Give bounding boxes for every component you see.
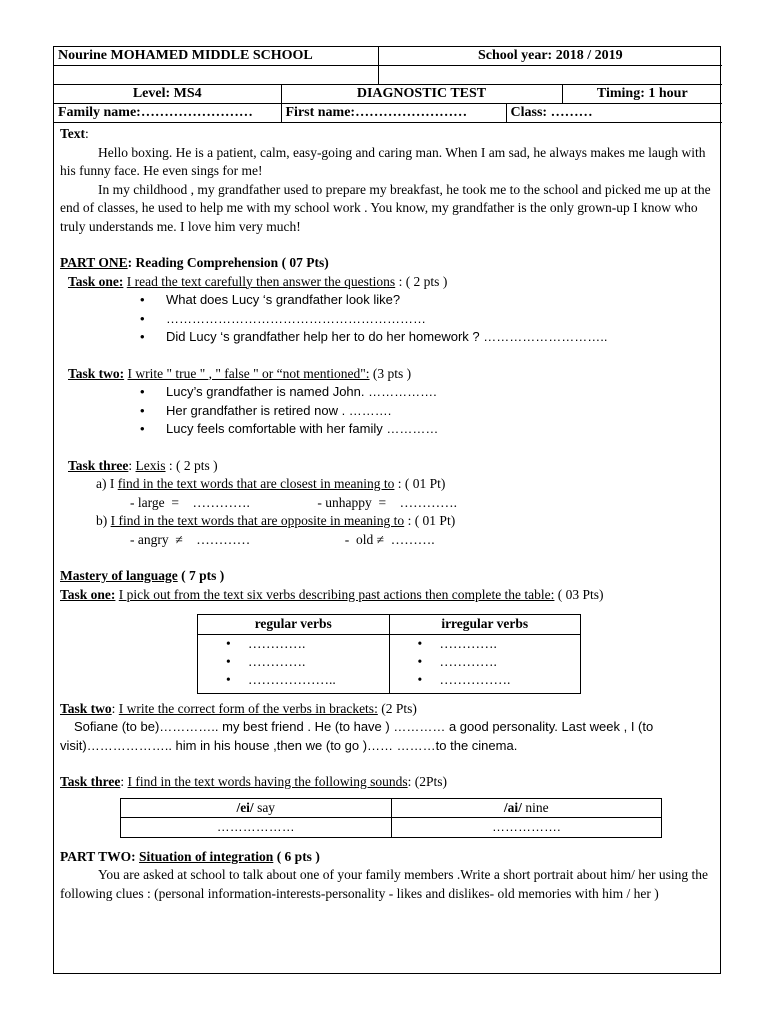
statement-1[interactable]: • Lucy’s grandfather is named John. ……………. (140, 383, 715, 402)
family-name-field[interactable]: Family name:…………………… (54, 104, 281, 123)
statement-2[interactable]: • Her grandfather is retired now . ………. (140, 402, 715, 421)
sound-ei-header: /ei/ say (121, 798, 392, 818)
regular-verbs-cell[interactable] (198, 634, 390, 693)
task-two-statements (60, 383, 715, 439)
verbs-table (197, 614, 581, 694)
lexis-b-instruction: b) I find in the text words that are opposite in meaning to : ( 01 Pt) (96, 513, 456, 528)
question-1-answer[interactable]: • …………………………………………………… (140, 310, 715, 329)
level: Level: MS4 (54, 85, 281, 104)
mastery-task-one-heading: Task one: I pick out from the text six verbs describing past actions then complete the table: ( 03 Pts) (60, 586, 604, 602)
regular-verb-slot[interactable]: • ……………….. (226, 671, 389, 689)
lexis-a-instruction: a) I find in the text words that are closest in meaning to : ( 01 Pt) (96, 476, 446, 491)
class-field[interactable]: Class: ……… (506, 104, 722, 123)
verb-forms-exercise[interactable]: Sofiane (to be)………….. my best friend . He (to have ) ………… a good personality. Last week , I (to visit)……………….. him in his house ,then we (to go )…… ………to the cinema. (60, 719, 654, 753)
irregular-verb-slot[interactable]: • …………. (418, 653, 581, 671)
task-one-questions (60, 291, 715, 347)
exam-content (54, 123, 720, 903)
irregular-verbs-header: irregular verbs (389, 615, 581, 635)
irregular-verb-slot[interactable]: • …………. (418, 635, 581, 653)
sound-ai-answer[interactable]: ……………. (391, 818, 662, 838)
sounds-table (120, 798, 662, 838)
mastery-title: Mastery of language ( 7 pts ) (60, 568, 225, 583)
statement-3[interactable]: • Lucy feels comfortable with her family ………… (140, 420, 715, 439)
lexis-b-items[interactable]: - angry ≠ ………… - old ≠ ………. (130, 531, 435, 547)
irregular-verbs-cell[interactable] (389, 634, 581, 693)
task-three-heading: Task three: Lexis : ( 2 pts ) (68, 457, 218, 473)
exam-sheet (53, 46, 721, 974)
task-one-heading: Task one: I read the text carefully then answer the questions : ( 2 pts ) (68, 273, 448, 289)
timing: Timing: 1 hour (562, 85, 722, 104)
part-two-title: PART TWO: Situation of integration ( 6 pts ) (60, 848, 320, 864)
irregular-verb-slot[interactable]: • ……………. (418, 671, 581, 689)
regular-verbs-header: regular verbs (198, 615, 390, 635)
test-title: DIAGNOSTIC TEST (281, 85, 562, 104)
sound-ai-header: /ai/ nine (391, 798, 662, 818)
mastery-task-three-heading: Task three: I find in the text words having the following sounds: (2Pts) (60, 774, 448, 789)
school-name: Nourine MOHAMED MIDDLE SCHOOL (54, 47, 378, 66)
mastery-task-two-heading: Task two: I write the correct form of the verbs in brackets: (2 Pts) (60, 700, 417, 716)
lexis-a-items[interactable]: - large = …………. - unhappy = …………. (130, 494, 457, 510)
text-paragraph-2: In my childhood , my grandfather used to prepare my breakfast, he took me to the school and picked me up at the end of classes, he used to help me with my school work . You know, my grandfather is the only grown-up I know who truly understands me. I love him very much! (60, 181, 711, 234)
question-1: • What does Lucy ‘s grandfather look like? (140, 291, 715, 310)
text-paragraph-1: Hello boxing. He is a patient, calm, easy-going and caring man. When I am sad, he always makes me laugh with his funny face. He even sings for me! (60, 144, 706, 178)
situation-of-integration-prompt: You are asked at school to talk about one of your family members .Write a short portrait about him/ her using the following clues : (personal information-interests-personality - likes and dislikes- old memories with him / her ) (60, 867, 708, 901)
question-2[interactable]: • Did Lucy ‘s grandfather help her to do her homework ? ……………………….. (140, 328, 715, 347)
header-table (54, 47, 722, 123)
first-name-field[interactable]: First name:…………………… (281, 104, 506, 123)
sound-ei-answer[interactable]: ……………… (121, 818, 392, 838)
school-year: School year: 2018 / 2019 (378, 47, 722, 66)
text-heading: Text: (60, 126, 89, 141)
regular-verb-slot[interactable]: • …………. (226, 653, 389, 671)
task-two-heading: Task two: I write " true " , " false " or “not mentioned": (3 pts ) (68, 365, 412, 381)
regular-verb-slot[interactable]: • …………. (226, 635, 389, 653)
part-one-title: PART ONE: Reading Comprehension ( 07 Pts) (60, 255, 329, 270)
